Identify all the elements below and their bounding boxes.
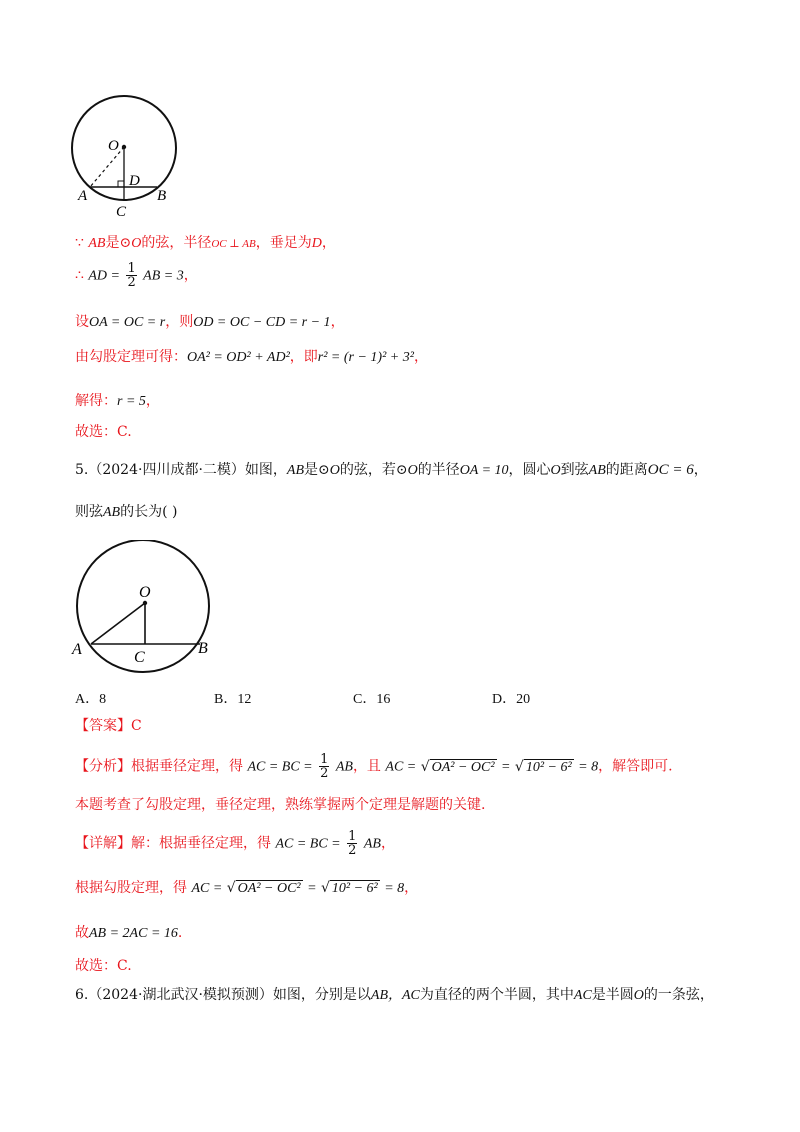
analysis-line: 【分析】根据垂径定理，得 AC = BC = $\frac{1}{2}$ AB，且 AC = √ OA² − OC² = √ 10² − 6² = 8，解答即可.: [75, 752, 673, 781]
label-b: B: [157, 188, 167, 204]
fraction-half-analysis: $\frac{1}{2}$: [320, 752, 329, 781]
figure-circle-2: [65, 540, 225, 675]
fraction-half: $\frac{1}{2}$: [127, 261, 136, 290]
segment-oa-2: [91, 603, 145, 644]
answer-line: 【答案】C: [75, 718, 142, 734]
detail-line4: 故选：C.: [75, 958, 132, 974]
q5-line2: 则弦AB的长为( ): [75, 504, 178, 520]
option-b[interactable]: B．12: [214, 692, 252, 707]
sol4-line6: 故选：C.: [75, 424, 132, 440]
option-a[interactable]: A．8: [75, 692, 107, 707]
center-dot-2: [143, 601, 147, 605]
detail-line3: 故AB = 2AC = 16.: [75, 925, 183, 941]
sol4-line1: ∵ AB是⊙O的弦，半径OC ⊥ AB，垂足为D，: [75, 235, 336, 251]
label-o-2: O: [139, 584, 151, 601]
label-a: A: [78, 188, 88, 204]
sol4-line3: 设OA = OC = r，则OD = OC − CD = r − 1，: [75, 314, 345, 330]
option-d[interactable]: D．20: [492, 692, 531, 707]
detail-line2: 根据勾股定理，得 AC = √ OA² − OC² = √ 10² − 6² = 8，: [75, 880, 419, 896]
right-angle-mark: [118, 181, 124, 187]
sol4-line2: ∴ AD = $\frac{1}{2}$ AB = 3，: [75, 261, 198, 290]
q6-line1: 6.（2024·湖北武汉·模拟预测）如图，分别是以AB，AC为直径的两个半圆，其中AC是半圆O的一条弦，: [75, 987, 714, 1003]
label-c-2: C: [134, 649, 145, 666]
figure-circle-1: [60, 90, 195, 220]
fraction-half-detail: $\frac{1}{2}$: [348, 829, 357, 858]
sol4-line4: 由勾股定理可得：OA² = OD² + AD²，即r² = (r − 1)² + 3²，: [75, 349, 428, 365]
q5-line1: 5.（2024·四川成都·二模）如图，AB是⊙O的弦，若⊙O的半径OA = 10，圆心O到弦AB的距离OC = 6，: [75, 462, 708, 478]
option-c[interactable]: C．16: [353, 692, 391, 707]
label-o: O: [108, 138, 119, 154]
detail-line1: 【详解】解：根据垂径定理，得 AC = BC = $\frac{1}{2}$ AB，: [75, 829, 395, 858]
center-dot: [122, 145, 126, 149]
label-d: D: [129, 173, 140, 189]
note-line: 本题考查了勾股定理，垂径定理，熟练掌握两个定理是解题的关键.: [75, 797, 486, 813]
label-b-2: B: [198, 640, 208, 657]
label-a-2: A: [72, 641, 82, 658]
label-c: C: [116, 204, 127, 220]
sol4-line5: 解得：r = 5，: [75, 393, 160, 409]
